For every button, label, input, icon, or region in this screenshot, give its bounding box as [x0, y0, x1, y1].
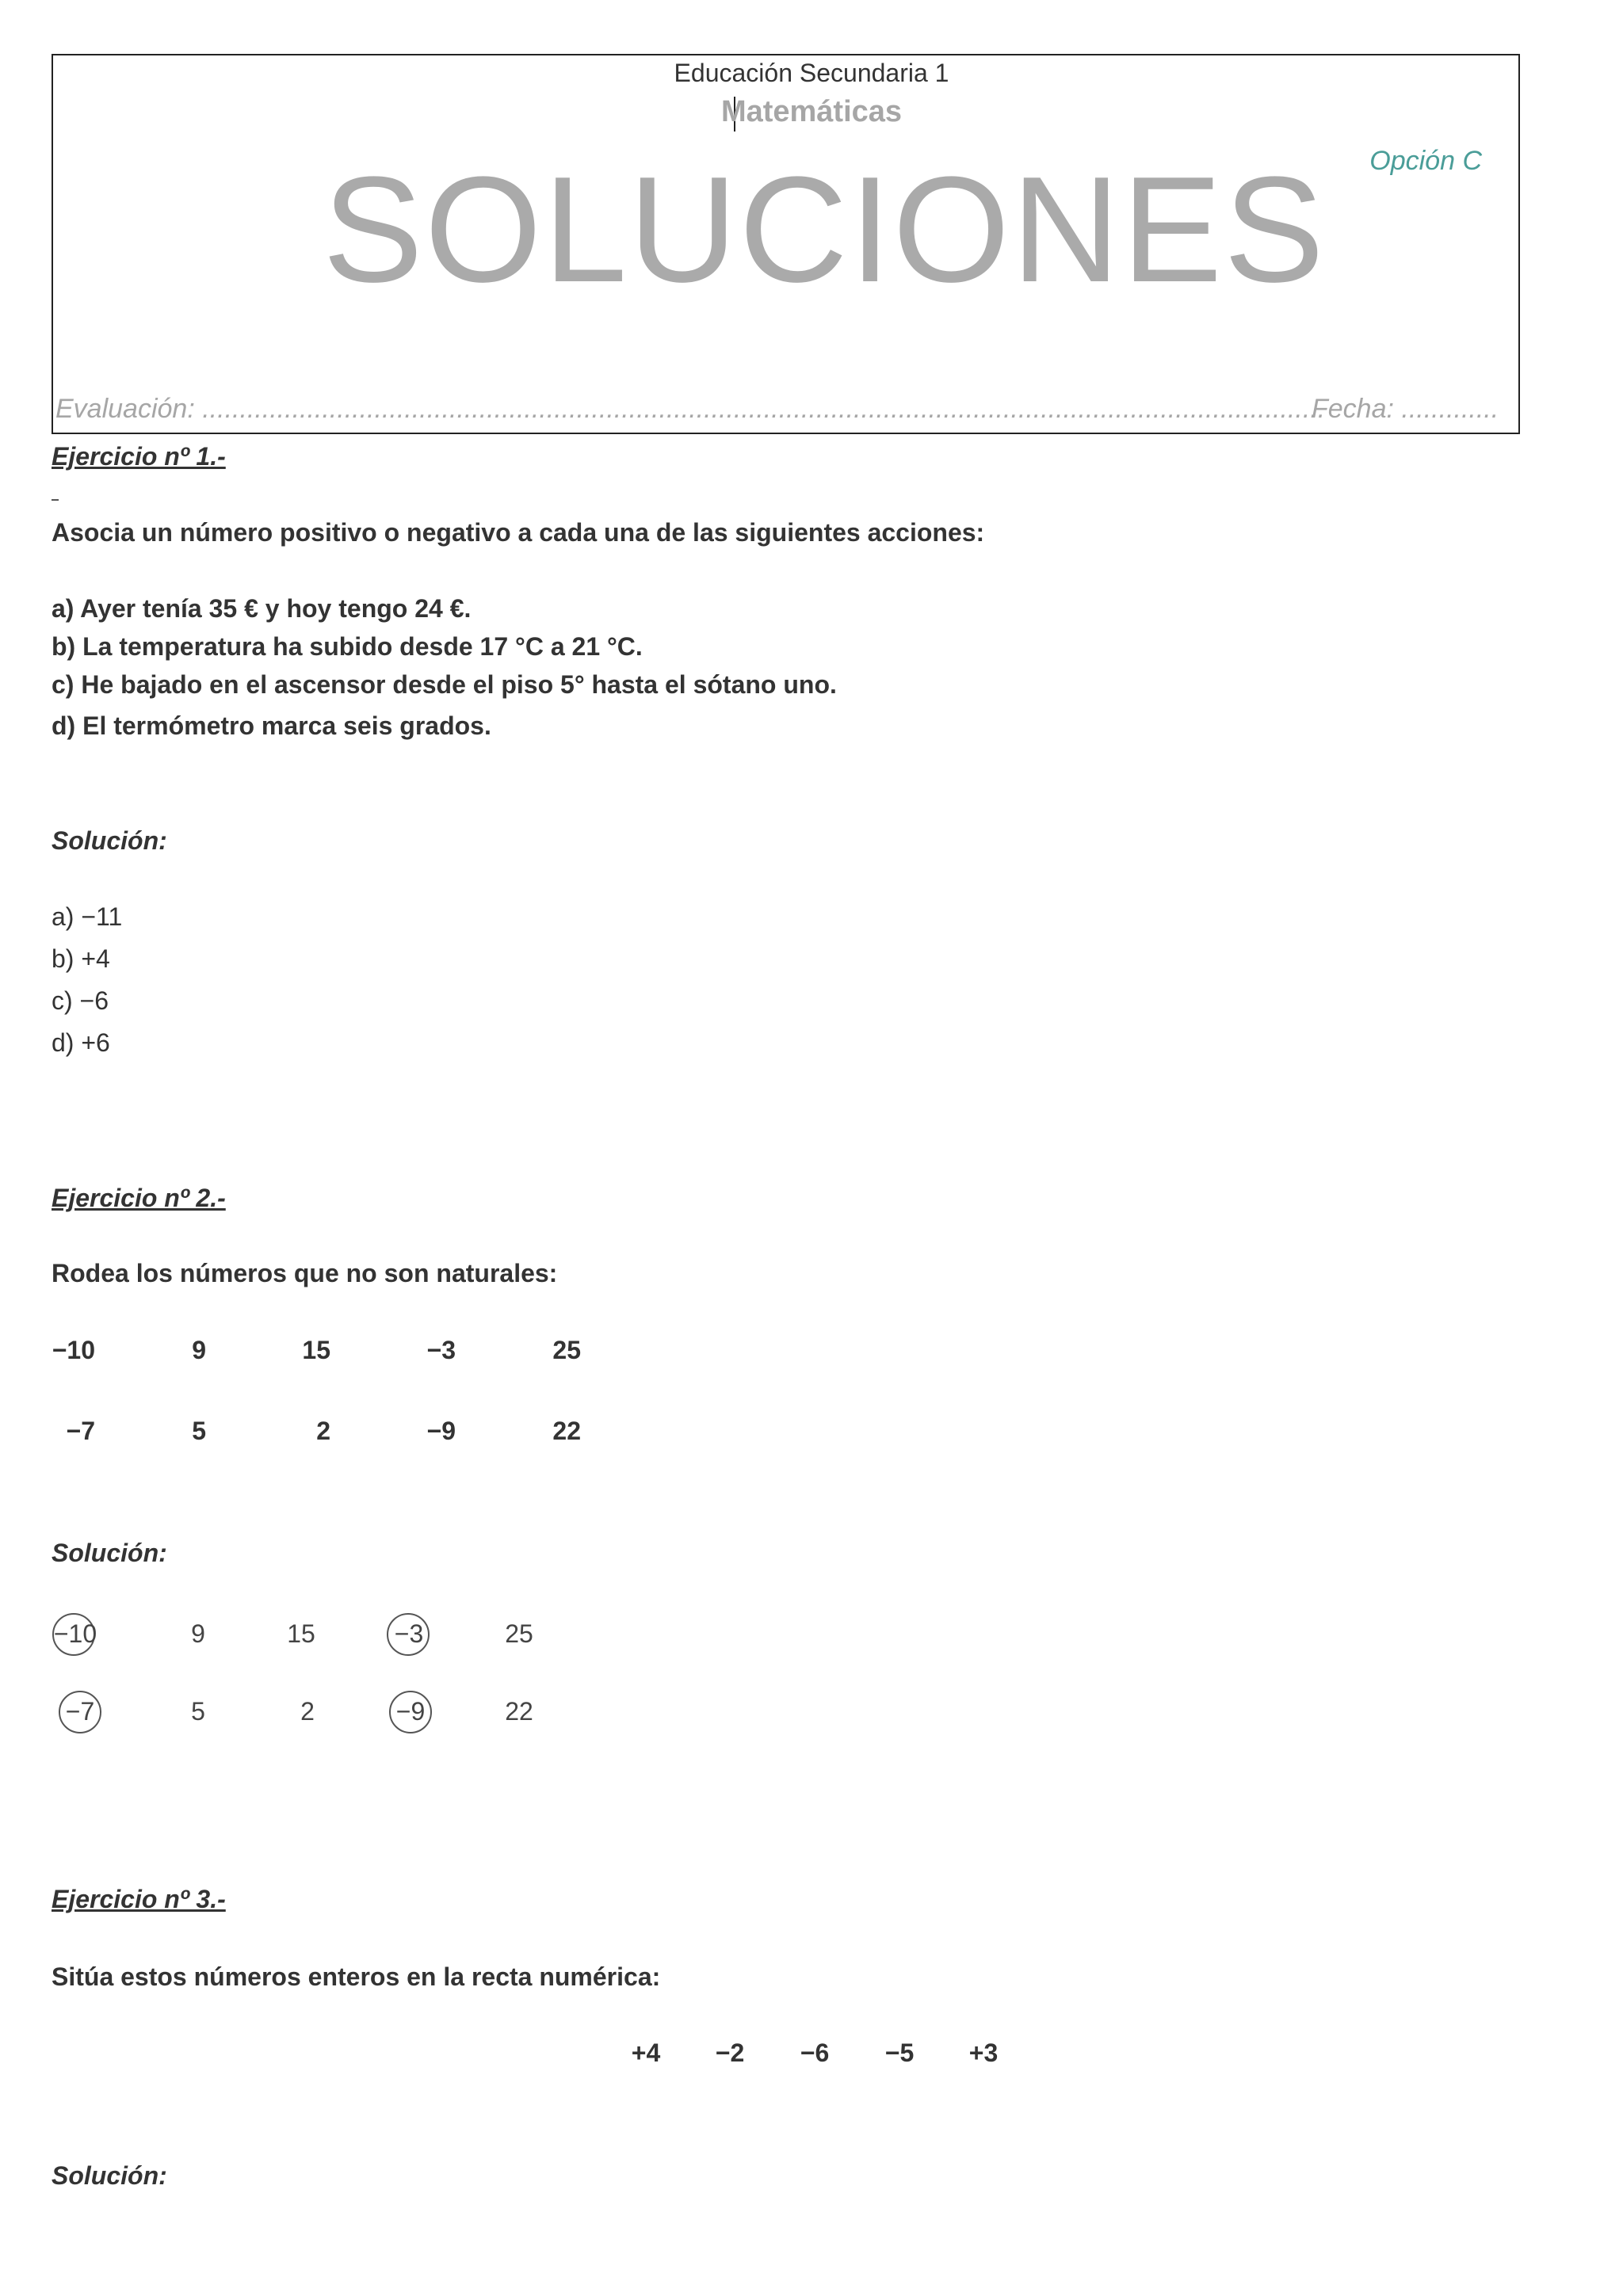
- exercise-3-solution-title: Solución:: [52, 2161, 167, 2190]
- number-cell: −3: [394, 1619, 424, 1648]
- number-cell: 9: [191, 1619, 205, 1648]
- exercise-1-title: Ejercicio nº 1.-: [52, 442, 226, 471]
- exercise-1-solution-b: b) +4: [52, 944, 110, 973]
- number-cell: −7: [65, 1697, 95, 1726]
- exercise-2-title: Ejercicio nº 2.-: [52, 1184, 226, 1212]
- number-cell: 2: [300, 1697, 315, 1726]
- number-cell: 25: [552, 1336, 581, 1364]
- number-cell: −5: [884, 2039, 915, 2067]
- exercise-3-title: Ejercicio nº 3.-: [52, 1885, 226, 1913]
- number-cell: −2: [715, 2039, 745, 2067]
- exercise-1-item-d: d) El termómetro marca seis grados.: [52, 711, 491, 740]
- evaluation-field: Evaluación: ......................................................................................................................................................: [55, 394, 1326, 424]
- number-cell: 2: [316, 1417, 330, 1445]
- exercise-2-solution-title: Solución:: [52, 1539, 167, 1567]
- exercise-1-solution-d: d) +6: [52, 1028, 110, 1057]
- number-cell: 22: [552, 1417, 581, 1445]
- number-cell: 9: [192, 1336, 206, 1364]
- number-cell: 15: [287, 1619, 315, 1648]
- number-cell: 5: [191, 1697, 205, 1726]
- exercise-1-solution-title: Solución:: [52, 826, 167, 855]
- exercise-1-solution-a: a) −11: [52, 902, 123, 931]
- exercise-3-statement: Sitúa estos números enteros en la recta numérica:: [52, 1962, 661, 1991]
- exercise-1-item-a: a) Ayer tenía 35 € y hoy tengo 24 €.: [52, 594, 472, 623]
- exercise-1-item-c: c) He bajado en el ascensor desde el piso 5° hasta el sótano uno.: [52, 670, 837, 699]
- number-cell: +3: [968, 2039, 999, 2067]
- stray-mark: [52, 499, 59, 501]
- number-cell: −6: [800, 2039, 830, 2067]
- course-level: Educación Secundaria 1: [674, 59, 949, 87]
- number-cell: −9: [395, 1697, 426, 1726]
- number-cell: −10: [52, 1336, 95, 1364]
- date-field: Fecha: .............: [1312, 394, 1499, 424]
- exercise-1-solution-c: c) −6: [52, 986, 109, 1015]
- solutions-watermark: SOLUCIONES: [323, 146, 1326, 314]
- number-cell: 25: [505, 1619, 533, 1648]
- number-cell: 22: [505, 1697, 533, 1726]
- exercise-2-statement: Rodea los números que no son naturales:: [52, 1259, 558, 1287]
- number-cell: −10: [53, 1619, 97, 1648]
- number-cell: −3: [426, 1336, 456, 1364]
- number-cell: −7: [66, 1417, 95, 1445]
- exam-option: Opción C: [1369, 146, 1482, 176]
- exercise-1-statement: Asocia un número positivo o negativo a cada una de las siguientes acciones:: [52, 518, 985, 547]
- number-cell: 15: [302, 1336, 330, 1364]
- exercise-1-item-b: b) La temperatura ha subido desde 17 °C a 21 °C.: [52, 632, 643, 661]
- number-cell: +4: [631, 2039, 661, 2067]
- number-cell: 5: [192, 1417, 206, 1445]
- number-cell: −9: [426, 1417, 456, 1445]
- subject-title: Matemáticas: [720, 95, 903, 128]
